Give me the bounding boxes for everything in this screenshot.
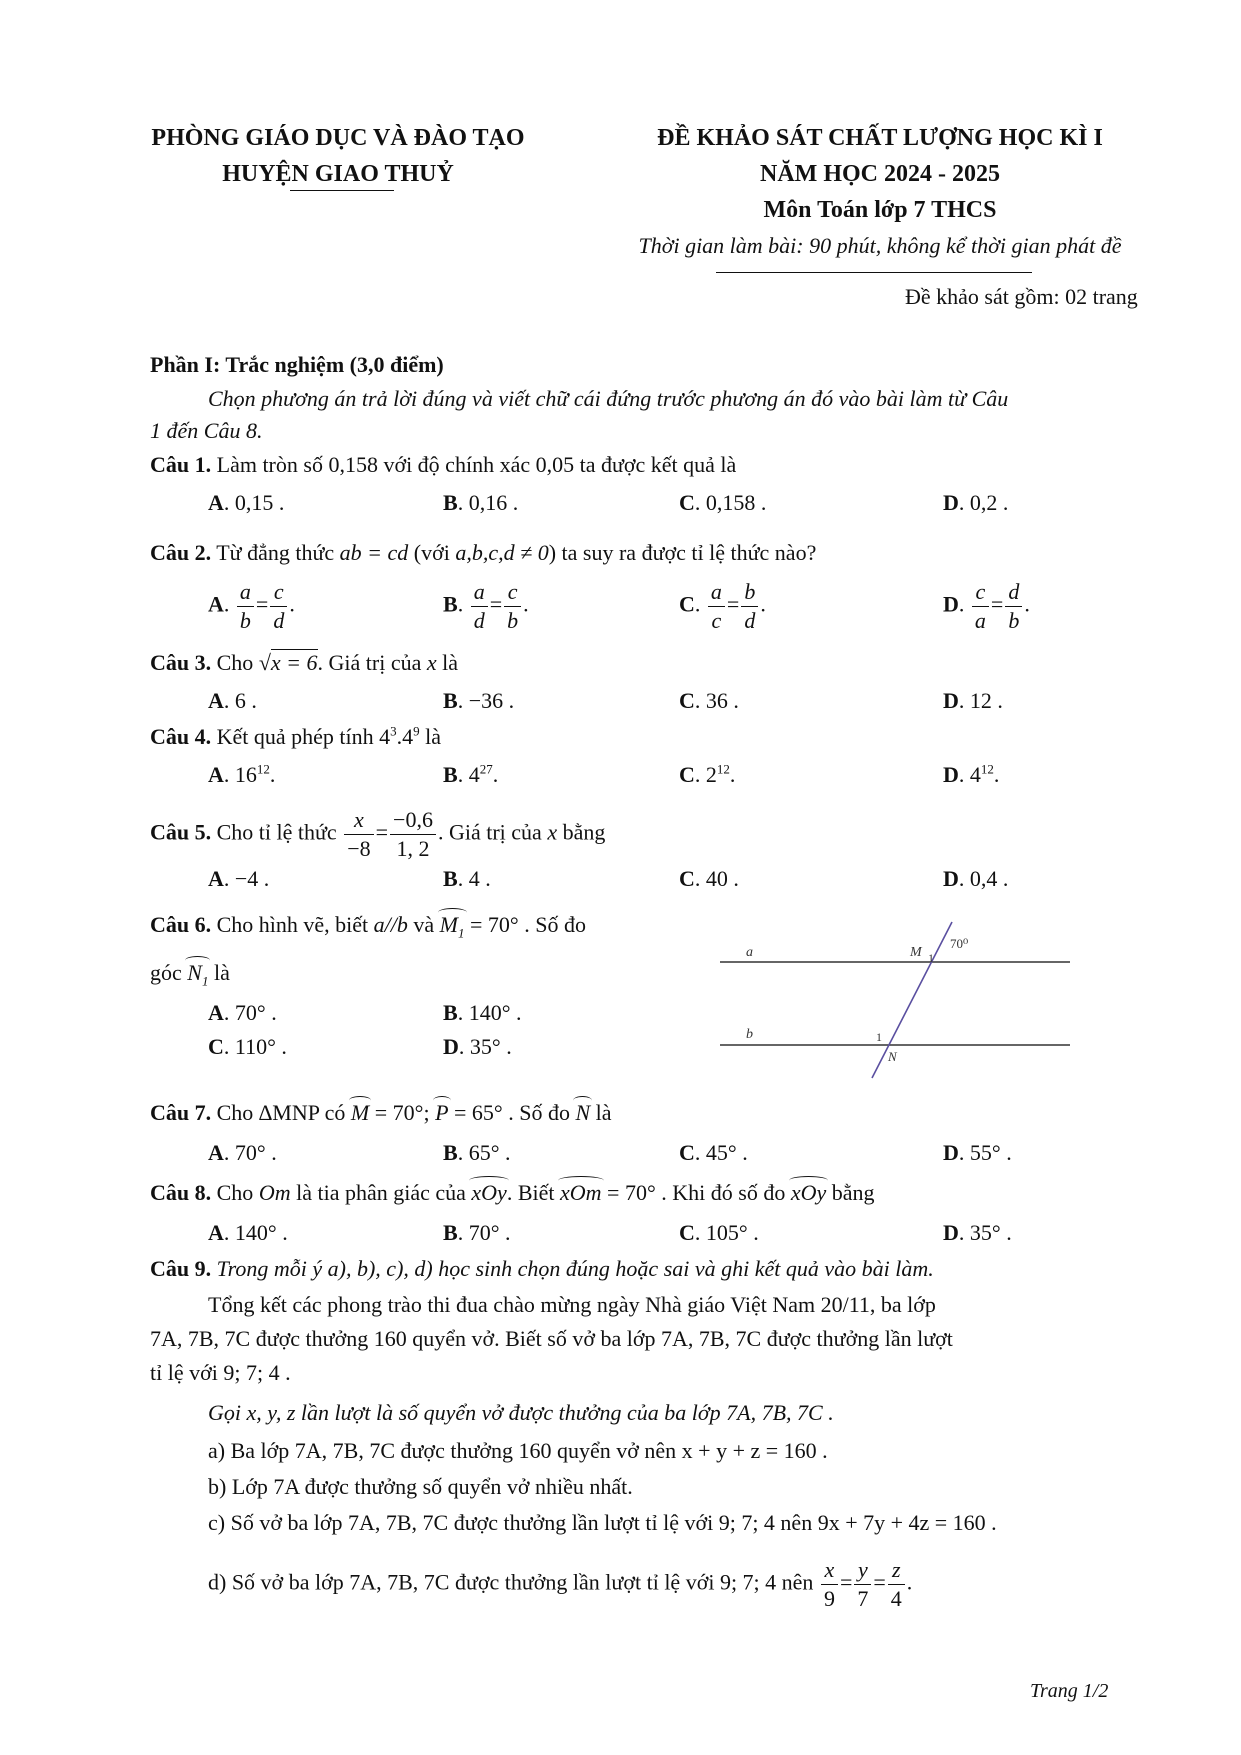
label-1-top: 1 bbox=[928, 951, 934, 965]
q7-option-c: C. 45° . bbox=[679, 1140, 748, 1165]
q2-option-c: C. $\frac{a}{c}$ = $\frac{b}{d}$ . bbox=[679, 579, 766, 633]
q5-option-c: C. 40 . bbox=[679, 866, 739, 891]
q7-option-b: B. 65° . bbox=[443, 1140, 511, 1165]
q3-option-a: A. 6 . bbox=[208, 688, 257, 713]
question-1: Câu 1. Làm tròn số 0,158 với độ chính xác 0,05 ta được kết quả là bbox=[150, 452, 737, 477]
q6-option-c: C. 110° . bbox=[208, 1034, 287, 1059]
q9-paragraph-line-3: tỉ lệ với 9; 7; 4 . bbox=[150, 1360, 291, 1385]
q6-option-b: B. 140° . bbox=[443, 1000, 522, 1025]
q9-paragraph-line-2: 7A, 7B, 7C được thưởng 160 quyển vở. Biết số vở ba lớp 7A, 7B, 7C được thưởng lần lượt bbox=[150, 1326, 953, 1351]
q4-option-a: A. $16^{12}$. bbox=[208, 761, 276, 787]
sqrt-icon: √ bbox=[258, 650, 271, 675]
q8-option-c: C. 105° . bbox=[679, 1220, 759, 1245]
label-a: a bbox=[746, 945, 753, 960]
time-note: Thời gian làm bài: 90 phút, không kể thời gian phát đề bbox=[638, 233, 1122, 258]
school-year: NĂM HỌC 2024 - 2025 bbox=[760, 161, 1000, 187]
q4-option-b: B. $4^{27}$. bbox=[443, 761, 499, 787]
q1-option-d: D. 0,2 . bbox=[943, 490, 1009, 515]
q3-option-b: B. −36 . bbox=[443, 688, 515, 713]
q8-option-d: D. 35° . bbox=[943, 1220, 1012, 1245]
label-1-bottom: 1 bbox=[876, 1030, 882, 1044]
q5-option-d: D. 0,4 . bbox=[943, 866, 1009, 891]
department-header bbox=[118, 120, 558, 192]
q1-option-a: A. 0,15 . bbox=[208, 490, 285, 515]
q7-option-a: A. 70° . bbox=[208, 1140, 277, 1165]
q8-option-a: A. 140° . bbox=[208, 1220, 288, 1245]
subject: Môn Toán lớp 7 THCS bbox=[763, 197, 997, 223]
q1-option-b: B. 0,16 . bbox=[443, 490, 519, 515]
label-70: 70⁰ bbox=[950, 936, 969, 951]
instruction-line-2: 1 đến Câu 8. bbox=[150, 418, 263, 443]
label-n: N bbox=[888, 1049, 897, 1064]
header-underline-right bbox=[716, 272, 1032, 273]
q9-definition: Gọi x, y, z lần lượt là số quyển vở được thưởng của ba lớp 7A, 7B, 7C . bbox=[208, 1400, 834, 1425]
question-7: Câu 7. Cho ∆MNP có M = 70°; P = 65° . Số đo N là bbox=[150, 1100, 612, 1125]
q9-statement-d: d) Số vở ba lớp 7A, 7B, 7C được thưởng lần lượt tỉ lệ với 9; 7; 4 nên $\frac{x}{9}$ = $\frac{y}{7}$ = $\frac{z}{4}$ . bbox=[208, 1557, 913, 1611]
q9-statement-b: b) Lớp 7A được thưởng số quyển vở nhiều nhất. bbox=[208, 1474, 633, 1499]
q2-option-a: A. $\frac{a}{b}$ = $\frac{c}{d}$ . bbox=[208, 579, 295, 633]
q8-option-b: B. 70° . bbox=[443, 1220, 511, 1245]
question-3: Câu 3. Cho √x = 6. Giá trị của x là bbox=[150, 650, 459, 675]
q3-option-c: C. 36 . bbox=[679, 688, 739, 713]
question-5: Câu 5. Cho tỉ lệ thức $\frac{x}{-8}$ = $\frac{-0,6}{1, 2}$ . Giá trị của x bằng bbox=[150, 807, 606, 861]
page-number: Trang 1/2 bbox=[1030, 1680, 1109, 1702]
question-8: Câu 8. Cho Om là tia phân giác của xOy. Biết xOm = 70° . Khi đó số đo xOy bằng bbox=[150, 1180, 875, 1205]
header-underline-left bbox=[290, 190, 394, 191]
q6-option-a: A. 70° . bbox=[208, 1000, 277, 1025]
question-6: Câu 6. Cho hình vẽ, biết a//b và $M_1 = 70^\circ$ . Số đo bbox=[150, 912, 586, 941]
parallel-lines-figure bbox=[720, 920, 1080, 1080]
q3-option-d: D. 12 . bbox=[943, 688, 1003, 713]
q7-option-d: D. 55° . bbox=[943, 1140, 1012, 1165]
part-title: Phần I: Trắc nghiệm (3,0 điểm) bbox=[150, 352, 444, 377]
q9-statement-a: a) Ba lớp 7A, 7B, 7C được thưởng 160 quyển vở nên x + y + z = 160 . bbox=[208, 1438, 828, 1463]
instruction-line-1: Chọn phương án trả lời đúng và viết chữ cái đứng trước phương án đó vào bài làm từ Câu bbox=[208, 386, 1009, 411]
question-4: Câu 4. Kết quả phép tính $4^3.4^9$ là bbox=[150, 723, 442, 749]
department-line-2: HUYỆN GIAO THUỶ bbox=[222, 161, 454, 187]
question-9: Câu 9. Trong mỗi ý a), b), c), d) học sinh chọn đúng hoặc sai và ghi kết quả vào bài làm. bbox=[150, 1256, 934, 1281]
label-b: b bbox=[746, 1027, 753, 1042]
label-m: M bbox=[910, 945, 922, 960]
question-2: Câu 2. Từ đẳng thức ab = cd (với a,b,c,d ≠ 0) ta suy ra được tỉ lệ thức nào? bbox=[150, 540, 817, 565]
q5-option-a: A. −4 . bbox=[208, 866, 270, 891]
exam-title: ĐỀ KHẢO SÁT CHẤT LƯỢNG HỌC KÌ I bbox=[657, 125, 1103, 151]
q9-paragraph-line-1: Tổng kết các phong trào thi đua chào mừng ngày Nhà giáo Việt Nam 20/11, ba lớp bbox=[208, 1292, 936, 1317]
q4-option-c: C. $2^{12}$. bbox=[679, 761, 736, 787]
question-6-cont: góc $N_1$ là bbox=[150, 960, 230, 989]
q2-option-d: D. $\frac{c}{a}$ = $\frac{d}{b}$ . bbox=[943, 579, 1030, 633]
department-line-1: PHÒNG GIÁO DỤC VÀ ĐÀO TẠO bbox=[151, 125, 525, 151]
exam-header bbox=[600, 120, 1160, 264]
q6-option-d: D. 35° . bbox=[443, 1034, 512, 1059]
pages-note: Đề khảo sát gồm: 02 trang bbox=[905, 284, 1138, 309]
q2-option-b: B. $\frac{a}{d}$ = $\frac{c}{b}$ . bbox=[443, 579, 529, 633]
q5-option-b: B. 4 . bbox=[443, 866, 491, 891]
q1-option-c: C. 0,158 . bbox=[679, 490, 767, 515]
q9-statement-c: c) Số vở ba lớp 7A, 7B, 7C được thưởng lần lượt tỉ lệ với 9; 7; 4 nên 9x + 7y + 4z = 160 . bbox=[208, 1510, 997, 1535]
q4-option-d: D. $4^{12}$. bbox=[943, 761, 1000, 787]
